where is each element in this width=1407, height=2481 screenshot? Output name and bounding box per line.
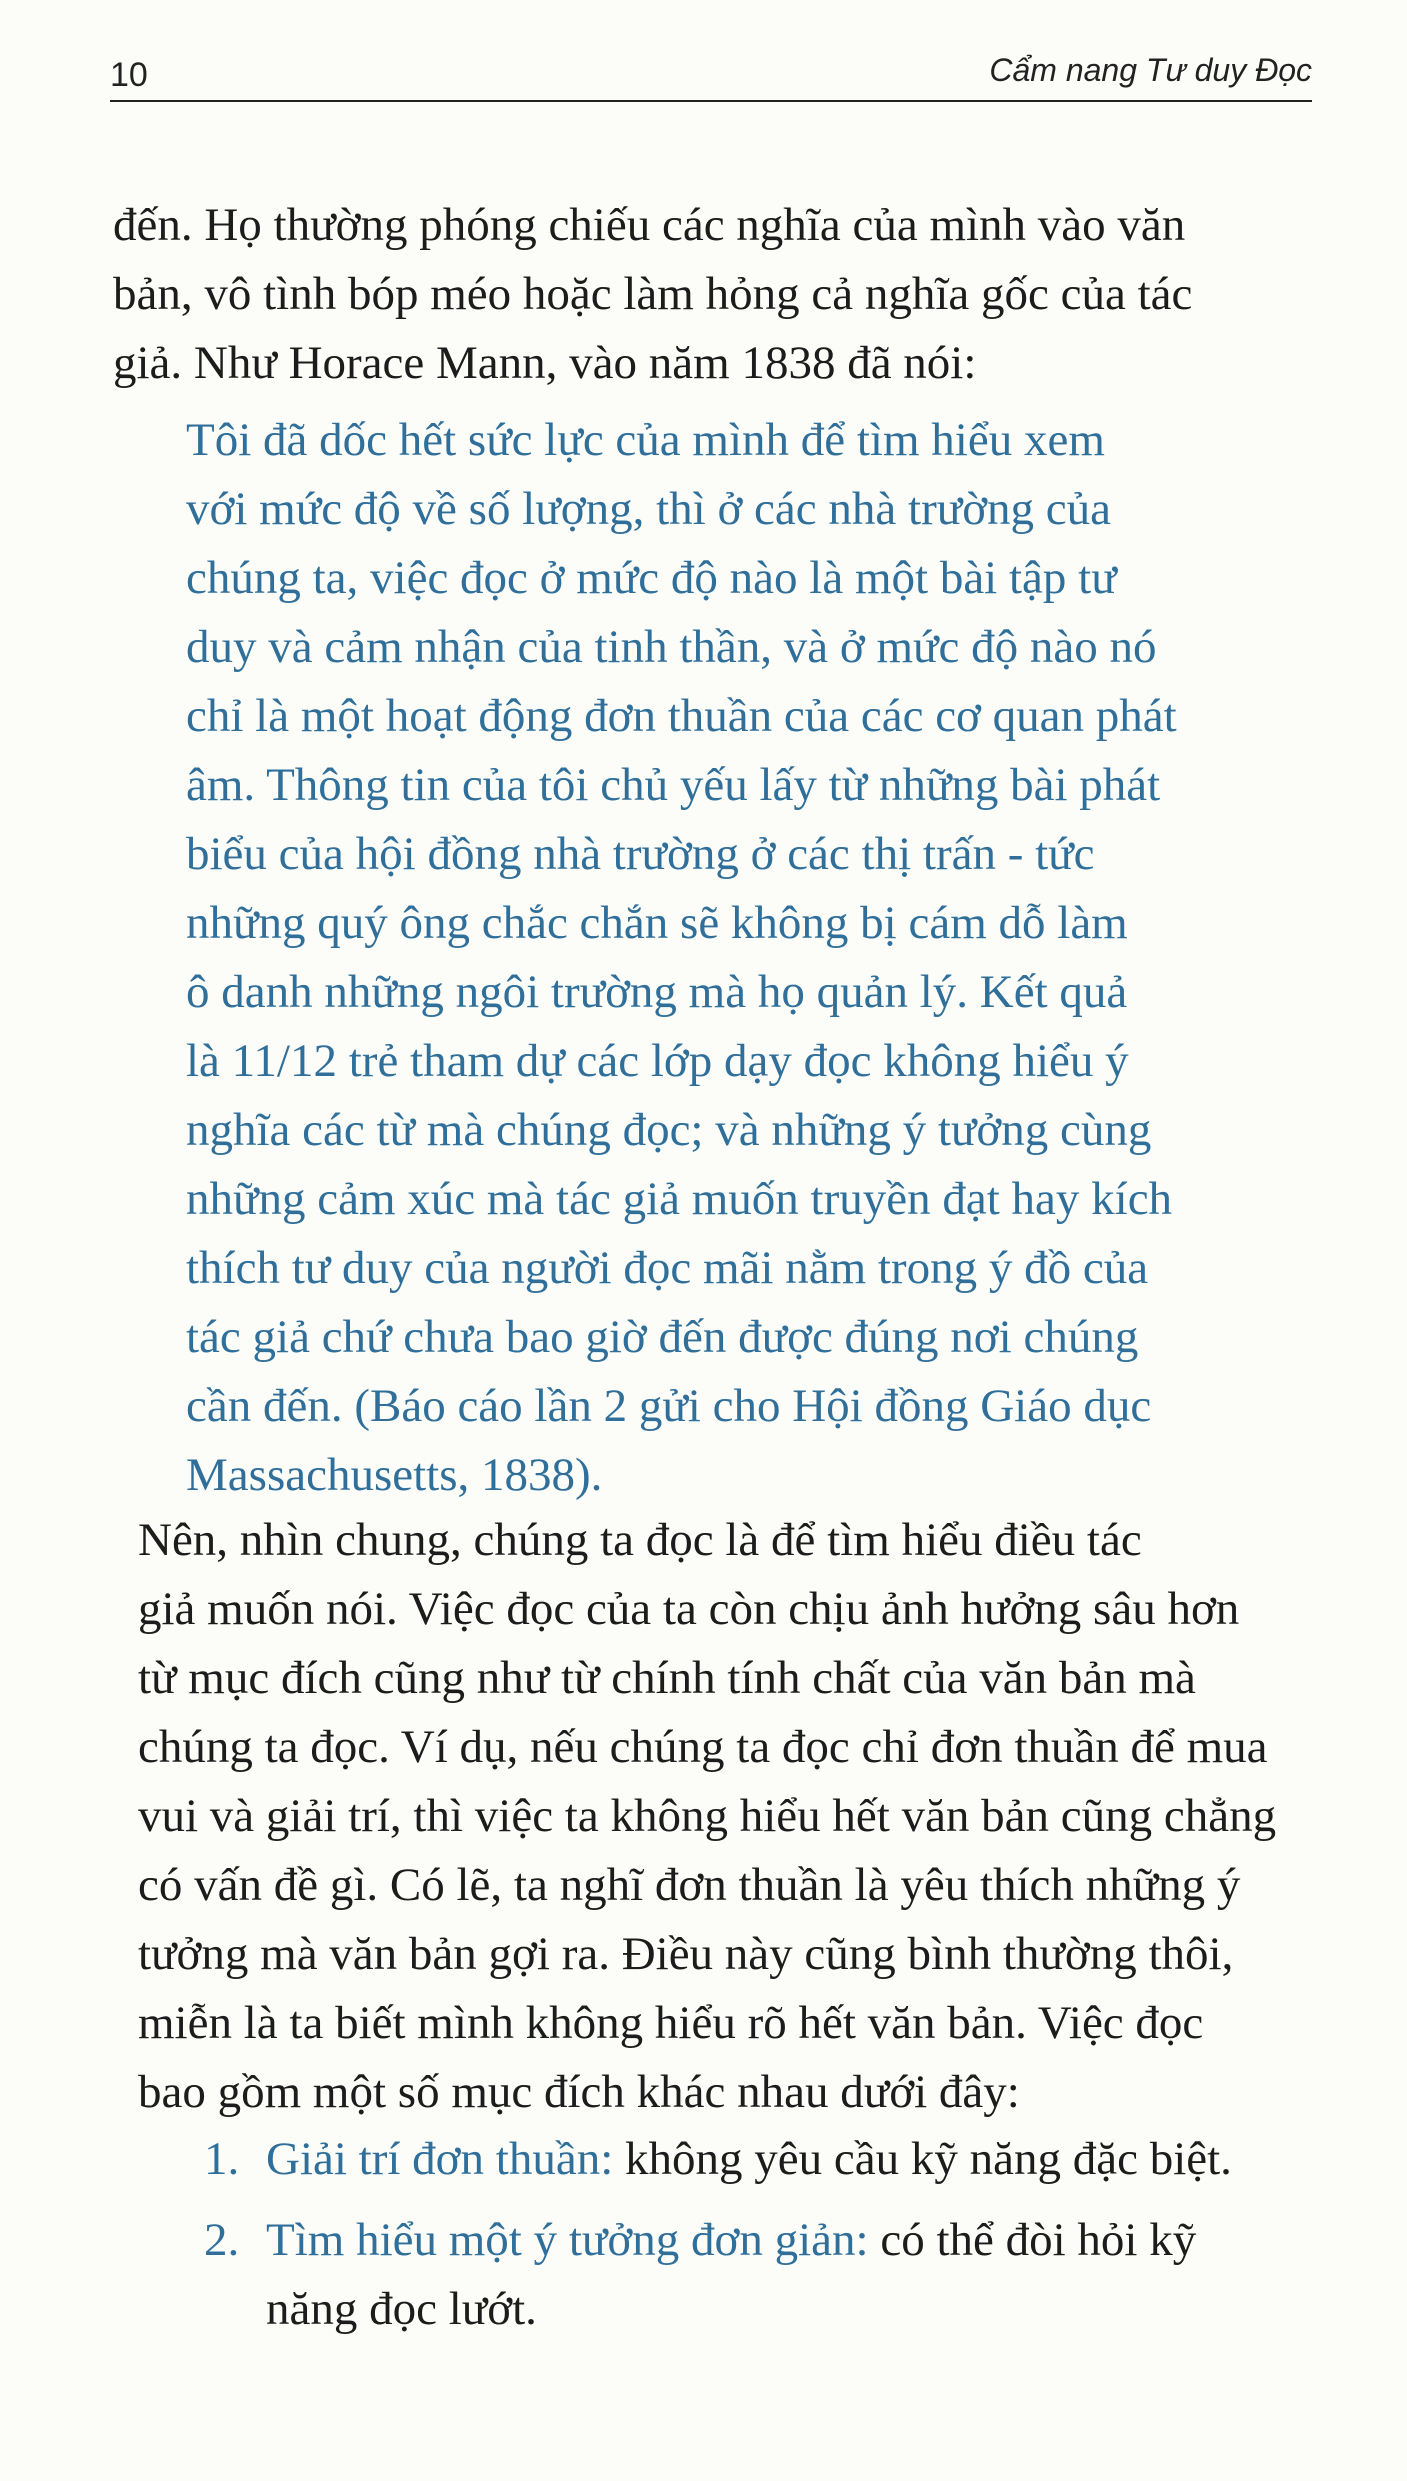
text-line: Nên, nhìn chung, chúng ta đọc là để tìm hiểu điều tác bbox=[138, 1514, 1142, 1566]
quote-line: với mức độ về số lượng, thì ở các nhà trường của bbox=[186, 483, 1112, 535]
quote-line: Tôi đã dốc hết sức lực của mình để tìm hiểu xem bbox=[186, 414, 1105, 466]
purpose-description: có thể đòi hỏi kỹ bbox=[880, 2214, 1197, 2266]
list-number: 1. bbox=[204, 2133, 240, 2185]
list-item-content bbox=[266, 2125, 1338, 2194]
quote-line: chúng ta, việc đọc ở mức độ nào là một bài tập tư bbox=[186, 552, 1117, 604]
list-item bbox=[138, 2125, 1338, 2194]
running-header bbox=[110, 48, 1312, 102]
book-title: Cẩm nang Tư duy Đọc bbox=[989, 52, 1312, 88]
block-quote bbox=[186, 406, 1316, 1510]
quote-line: biểu của hội đồng nhà trường ở các thị trấn - tức bbox=[186, 828, 1095, 880]
list-item-content bbox=[266, 2206, 1338, 2344]
quote-line: âm. Thông tin của tôi chủ yếu lấy từ những bài phát bbox=[186, 759, 1161, 811]
text-line: bao gồm một số mục đích khác nhau dưới đây: bbox=[138, 2066, 1020, 2118]
list-number: 2. bbox=[204, 2214, 240, 2266]
purpose-description: không yêu cầu kỹ năng đặc biệt. bbox=[625, 2133, 1232, 2185]
purpose-description: năng đọc lướt. bbox=[266, 2283, 537, 2335]
quote-line: ô danh những ngôi trường mà họ quản lý. Kết quả bbox=[186, 966, 1128, 1018]
quote-line: tác giả chứ chưa bao giờ đến được đúng nơi chúng bbox=[186, 1311, 1139, 1363]
text-line: miễn là ta biết mình không hiểu rõ hết văn bản. Việc đọc bbox=[138, 1997, 1204, 2049]
main-paragraph bbox=[138, 1506, 1328, 2127]
purpose-list bbox=[138, 2125, 1338, 2356]
quote-line: những cảm xúc mà tác giả muốn truyền đạt hay kích bbox=[186, 1173, 1173, 1225]
quote-line: nghĩa các từ mà chúng đọc; và những ý tưởng cùng bbox=[186, 1104, 1152, 1156]
text-line: tưởng mà văn bản gợi ra. Điều này cũng bình thường thôi, bbox=[138, 1928, 1234, 1980]
purpose-term: Giải trí đơn thuần: bbox=[266, 2133, 614, 2185]
quote-line: duy và cảm nhận của tinh thần, và ở mức độ nào nó bbox=[186, 621, 1157, 673]
quote-line: thích tư duy của người đọc mãi nằm trong ý đồ của bbox=[186, 1242, 1149, 1294]
quote-line: cần đến. (Báo cáo lần 2 gửi cho Hội đồng Giáo dục bbox=[186, 1380, 1152, 1432]
list-item bbox=[138, 2206, 1338, 2344]
page-number: 10 bbox=[110, 56, 148, 94]
text-line: chúng ta đọc. Ví dụ, nếu chúng ta đọc chỉ đơn thuần để mua bbox=[138, 1721, 1268, 1773]
quote-line: những quý ông chắc chắn sẽ không bị cám dỗ làm bbox=[186, 897, 1128, 949]
text-line: đến. Họ thường phóng chiếu các nghĩa của mình vào văn bbox=[113, 199, 1186, 251]
text-line: giả muốn nói. Việc đọc của ta còn chịu ảnh hưởng sâu hơn bbox=[138, 1583, 1240, 1635]
intro-paragraph bbox=[113, 191, 1313, 398]
text-line: có vấn đề gì. Có lẽ, ta nghĩ đơn thuần là yêu thích những ý bbox=[138, 1859, 1241, 1911]
purpose-term: Tìm hiểu một ý tưởng đơn giản: bbox=[266, 2214, 869, 2266]
text-line: giả. Như Horace Mann, vào năm 1838 đã nói: bbox=[113, 337, 977, 389]
quote-line: chỉ là một hoạt động đơn thuần của các cơ quan phát bbox=[186, 690, 1177, 742]
text-line: bản, vô tình bóp méo hoặc làm hỏng cả nghĩa gốc của tác bbox=[113, 268, 1193, 320]
text-line: từ mục đích cũng như từ chính tính chất của văn bản mà bbox=[138, 1652, 1196, 1704]
text-line: vui và giải trí, thì việc ta không hiểu hết văn bản cũng chẳng bbox=[138, 1790, 1277, 1842]
quote-line: Massachusetts, 1838). bbox=[186, 1449, 603, 1501]
quote-line: là 11/12 trẻ tham dự các lớp dạy đọc không hiểu ý bbox=[186, 1035, 1129, 1087]
